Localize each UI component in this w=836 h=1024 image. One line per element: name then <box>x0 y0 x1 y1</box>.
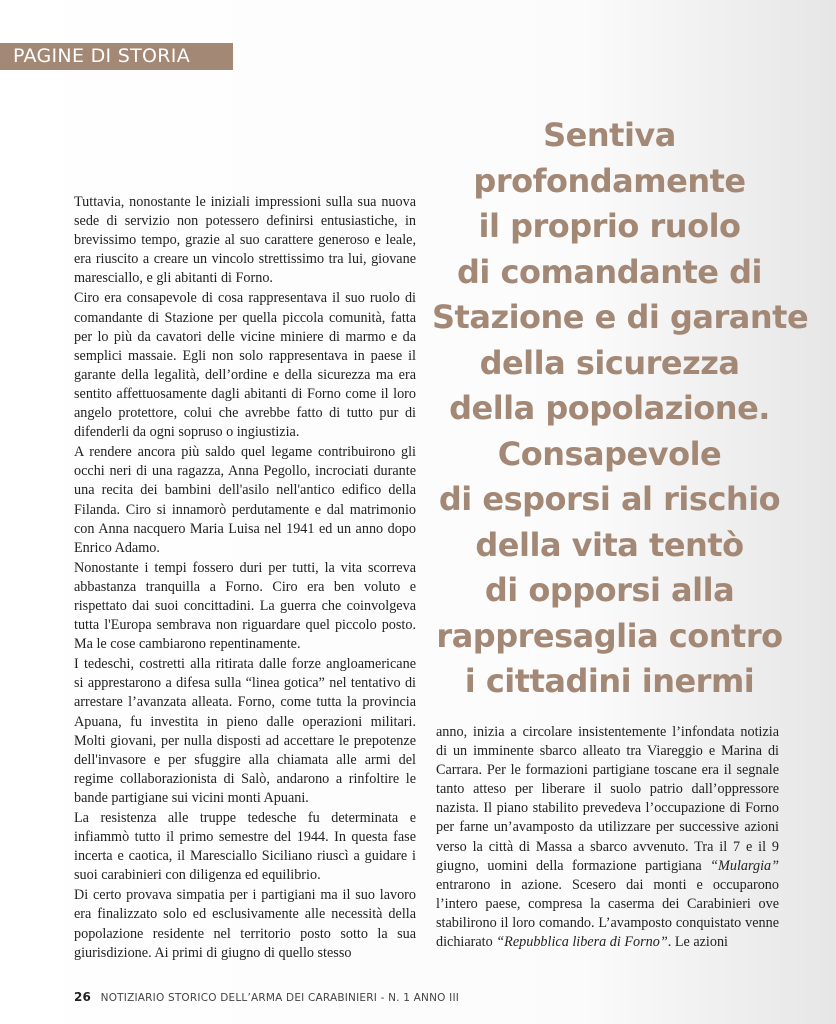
pull-quote-line: della sicurezza <box>479 343 740 382</box>
page-number: 26 <box>74 990 92 1004</box>
paragraph: Di certo provava simpatia per i partigiani ma il suo lavoro era finalizzato solo ed esclusivamente alle necessità della popolazione residente nel territorio posto sotto la sua giurisdizione. Ai primi di giugno di quello stesso <box>74 887 416 961</box>
pull-quote-line: Sentiva <box>543 116 676 154</box>
text-run: entrarono in azione. Scesero dai monti e occuparono l’intero paese, compresa la caserma dei Carabinieri ove stabilirono il loro comando. L’avamposto conquistato venne dichiarato <box>436 876 779 951</box>
pull-quote <box>432 113 809 705</box>
paragraph: Nonostante i tempi fossero duri per tutti, la vita scorreva abbastanza tranquilla a Forno. Ciro era ben voluto e rispettato dai suoi concittadini. La guerra che coinvolgeva tutta l'Europa sembrava non riguardare quel piccolo posto. Ma le cose cambiarono repentinamente. <box>74 559 416 653</box>
pull-quote-line: di comandante di <box>457 252 762 291</box>
republic-name: “Repubblica libera di Forno” <box>496 934 668 951</box>
pull-quote-line: di esporsi al rischio <box>438 480 781 518</box>
paragraph: Tuttavia, nonostante le iniziali impressioni sulla sua nuova sede di servizio non potessero definirsi entusiastiche, in brevissimo tempo, grazie al suo carattere generoso e leale, era riuscito a creare un vincolo strettissimo tra lui, giovane maresciallo, e gli abitanti di Forno. <box>74 194 416 287</box>
section-banner: PAGINE DI STORIA <box>0 43 233 70</box>
paragraph: A rendere ancora più saldo quel legame contribuirono gli occhi neri di una ragazza, Anna Pegollo, incrociati durante una recita dei bambini dell'asilo nell'antico edifico della Filanda. Ciro si innamorò perdutamente e dal matrimonio con Anna nacquero Maria Luisa nel 1941 ed un anno dopo Enrico Adamo. <box>74 444 416 556</box>
publication-name: NOTIZIARIO STORICO DELL’ARMA DEI CARABINIERI - N. 1 ANNO III <box>100 992 460 1004</box>
text-run: . Le azioni <box>667 934 728 951</box>
page-footer <box>74 990 459 1004</box>
paragraph: La resistenza alle truppe tedesche fu determinata e infiammò tutto il primo semestre del 1944. In questa fase incerta e caotica, il Maresciallo Siciliano riuscì a guidare i suoi carabinieri con diligenza ed equilibrio. <box>74 810 416 884</box>
pull-quote-line: della vita tentò <box>475 525 744 564</box>
unit-name: “Mulargia” <box>710 857 779 874</box>
pull-quote-line: rappresaglia contro <box>436 616 783 655</box>
pull-quote-line: Consapevole <box>497 434 722 473</box>
paragraph: I tedeschi, costretti alla ritirata dalle forze angloamericane si apprestarono a difesa sulla “linea gotica” nel tentativo di arrestare l’avanzata alleata. Forno, come tutta la provincia Apuana, fu investita in pieno dalle operazioni militari. Molti giovani, per nulla disposti ad accettare le prepotenze dell'invasore e per sfuggire alla chiamata alle armi del regime collaborazionista di Salò, andarono a rinfoltire le bande partigiane sui vicini monti Apuani. <box>74 656 416 806</box>
pull-quote-line: profondamente <box>473 161 746 200</box>
paragraph: Ciro era consapevole di cosa rappresentava il suo ruolo di comandante di Stazione per quella piccola comunità, fatta per lo più da cavatori delle vicine miniere di marmo e da semplici massaie. Egli non solo rappresentava in paese il garante della legalità, dell’ordine e della sicurezza ma era sentito affettuosamente dagli abitanti di Forno come il loro angelo protettore, colui che avrebbe fatto di tutto pur di difenderli da ogni sopruso o ingiustizia. <box>74 290 416 441</box>
pull-quote-line: Stazione e di garante <box>432 298 809 336</box>
pull-quote-line: di opporsi alla <box>484 571 735 609</box>
text-run: anno, inizia a circolare insistentemente l’infondata notizia di un imminente sbarco alleato tra Viareggio e Marina di Carrara. Per le formazioni partigiane toscane era il segnale tanto atteso per liberare il suolo patrio dall’oppressore nazista. Il piano stabilito prevedeva l’occupazione di Forno per farne un’avamposto da utilizzare per successive azioni verso la città di Massa a sbarco avvenuto. Tra il 7 e il 9 giugno, uomini della formazione partigiana <box>436 724 779 874</box>
pull-quote-line: i cittadini inermi <box>464 662 755 700</box>
left-column <box>74 193 416 964</box>
paragraph <box>436 723 779 952</box>
right-column <box>436 723 779 953</box>
pull-quote-line: il proprio ruolo <box>478 207 741 245</box>
pull-quote-line: della popolazione. <box>449 389 770 427</box>
